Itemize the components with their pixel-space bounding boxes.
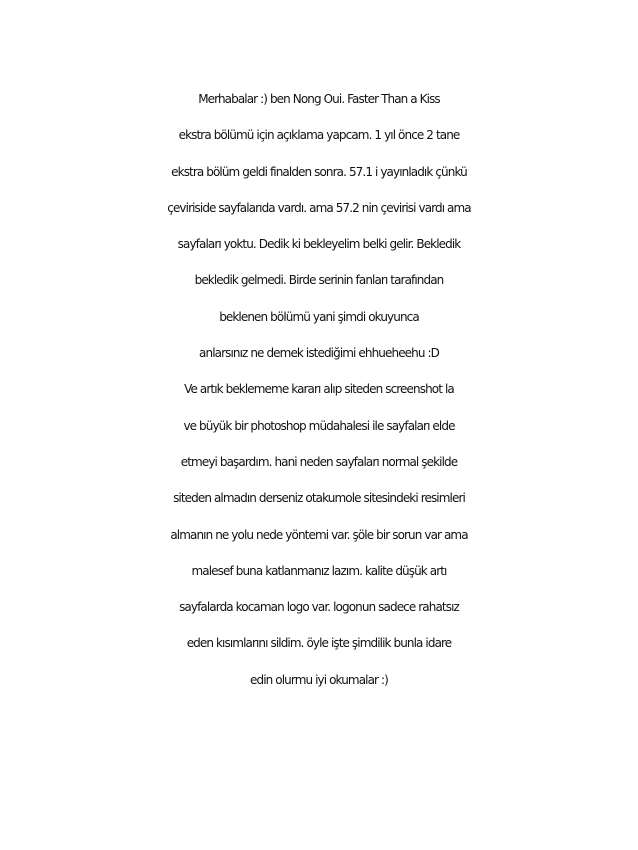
note-line: almanın ne yolu nede yöntemi var. şöle bir sorun var ama (170, 527, 468, 542)
note-line: etmeyi başardım. hani neden sayfaları normal şekilde (180, 454, 458, 469)
note-line: bekledik gelmedi. Birde serinin fanları tarafından (194, 273, 444, 288)
note-line: malesef buna katlanmanız lazım. kalite düşük artı (191, 563, 447, 578)
note-line: Ve artık beklememe kararı alıp siteden screenshot la (184, 382, 454, 397)
note-line: sayfalarda kocaman logo var. logonun sadece rahatsız (179, 600, 459, 615)
note-line: ekstra bölümü için açıklama yapcam. 1 yıl önce 2 tane (178, 128, 460, 143)
translator-note (0, 81, 638, 698)
note-line: siteden almadın derseniz otakumole sitesindeki resimleri (173, 491, 465, 506)
note-line: eden kısımlarını sildim. öyle işte şimdilik bunla idare (186, 636, 452, 651)
note-line: beklenen bölümü yani şimdi okuyunca (219, 309, 419, 324)
note-line: çeviriside sayfalarıda vardı. ama 57.2 nin çevirisi vardı ama (167, 200, 471, 215)
note-line: anlarsınız ne demek istediğimi ehhueheehu :D (199, 346, 439, 361)
note-line: Merhabalar :) ben Nong Oui. Faster Than a Kiss (198, 92, 440, 106)
note-line: edin olurmu iyi okumalar :) (250, 672, 388, 687)
note-line: ve büyük bir photoshop müdahalesi ile sayfaları elde (183, 418, 455, 433)
note-line: ekstra bölüm geldi finalden sonra. 57.1 i yayınladık çünkü (171, 164, 467, 179)
note-line: sayfaları yoktu. Dedik ki bekleyelim belki gelir. Bekledik (177, 237, 461, 252)
